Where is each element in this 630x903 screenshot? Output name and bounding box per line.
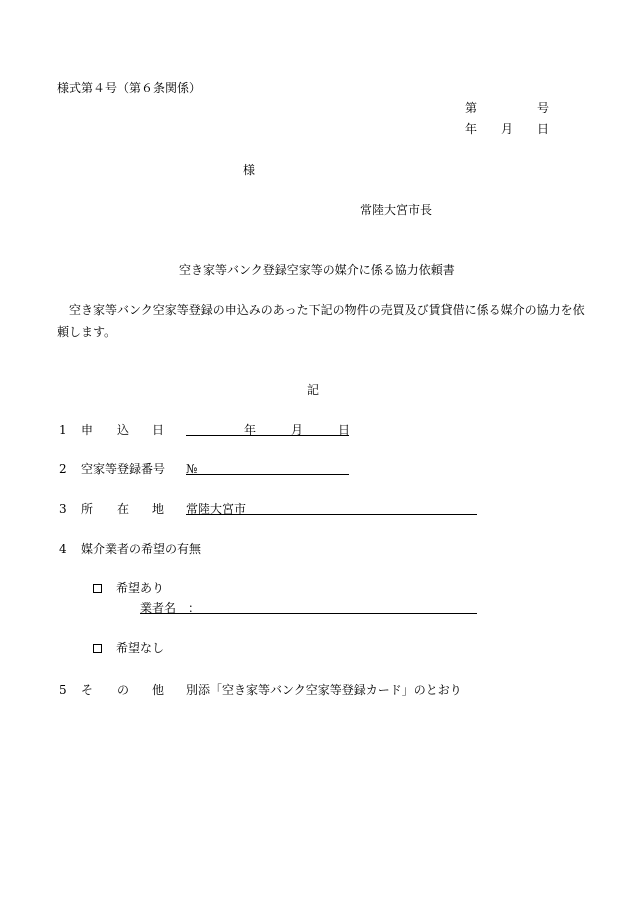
item5-label-char3: 他 [152, 683, 165, 697]
form-number: 様式第４号（第６条関係） [57, 81, 202, 95]
item3-label-char3: 地 [152, 502, 165, 516]
item2-number: 2 [59, 462, 67, 476]
item1-label-char2: 込 [117, 423, 130, 437]
item3-underline [186, 514, 477, 515]
option-yes-label: 希望あり [116, 581, 165, 595]
doc-number-dai: 第 [465, 101, 478, 115]
body-text-line2: 頼します。 [57, 325, 117, 339]
item5-label-char2: の [117, 683, 130, 697]
item2-underline [186, 474, 349, 475]
agent-name-underline [140, 613, 477, 614]
item3-value: 常陸大宮市 [186, 502, 247, 516]
sender-name: 常陸大宮市長 [360, 203, 433, 217]
option-no-checkbox[interactable] [93, 644, 102, 653]
addressee-suffix: 様 [243, 163, 256, 177]
item1-label-char1: 申 [81, 423, 94, 437]
document-title: 空き家等バンク登録空家等の媒介に係る協力依頼書 [179, 263, 455, 277]
item2-label: 空家等登録番号 [81, 462, 166, 476]
item4-label: 媒介業者の希望の有無 [81, 542, 202, 556]
item2-value: № [186, 462, 198, 476]
item1-month: 月 [291, 423, 304, 437]
item4-number: 4 [59, 542, 67, 556]
date-month: 月 [501, 122, 514, 136]
doc-number-go: 号 [537, 101, 550, 115]
item3-label-char1: 所 [81, 502, 94, 516]
item3-label-char2: 在 [117, 502, 130, 516]
ki-heading: 記 [307, 383, 320, 397]
body-text-line1: 空き家等バンク空家等登録の申込みのあった下記の物件の売買及び賃貸借に係る媒介の協力を依 [69, 303, 585, 317]
item1-date-underline [186, 435, 349, 436]
date-day: 日 [537, 122, 550, 136]
item5-number: 5 [59, 683, 67, 697]
item5-value: 別添「空き家等バンク空家等登録カード」のとおり [186, 683, 462, 697]
item1-label-char3: 日 [152, 423, 165, 437]
item1-day: 日 [338, 423, 351, 437]
item3-number: 3 [59, 502, 67, 516]
option-no-label: 希望なし [116, 641, 165, 655]
agent-name-label: 業者名 ： [140, 601, 201, 615]
item5-label-char1: そ [81, 683, 94, 697]
item1-year: 年 [244, 423, 257, 437]
item1-number: 1 [59, 423, 67, 437]
date-year: 年 [465, 122, 478, 136]
option-yes-checkbox[interactable] [93, 584, 102, 593]
